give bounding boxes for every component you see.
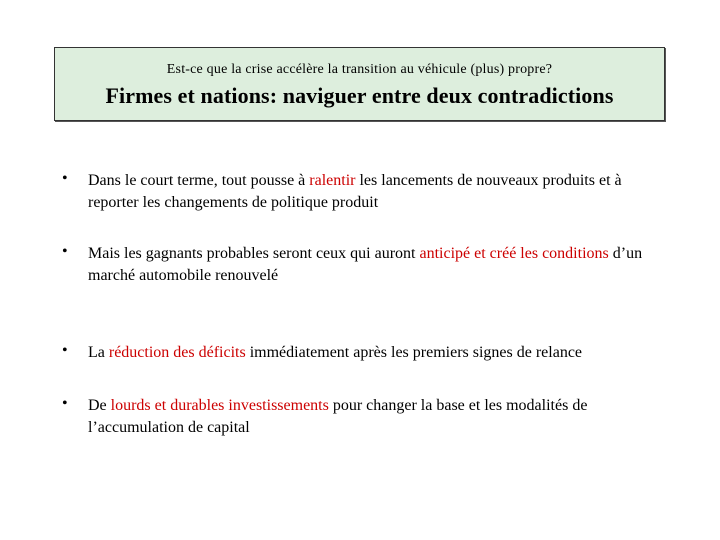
slide-subtitle: Est-ce que la crise accélère la transition au véhicule (plus) propre? (166, 62, 553, 77)
bullet-text-before: De (88, 397, 111, 414)
bullet-item-3 (88, 342, 668, 364)
slide-title: Firmes et nations: naviguer entre deux contradictions (105, 83, 614, 108)
bullet-highlight: anticipé et créé les conditions (419, 245, 609, 262)
bullet-text-before: Dans le court terme, tout pousse à (88, 172, 310, 189)
bullet-marker: • (62, 170, 68, 187)
bullet-item-1 (88, 170, 668, 214)
bullet-marker: • (62, 395, 68, 412)
bullet-marker: • (62, 342, 68, 359)
bullet-text-after: immédiatement après les premiers signes de relance (245, 344, 583, 361)
bullet-marker: • (62, 243, 68, 260)
bullet-item-2 (88, 243, 668, 287)
bullet-text-after: les lancements de nouveaux produits et à reporter les changements de politique produit (88, 172, 622, 211)
bullet-highlight: réduction des déficits (108, 344, 246, 361)
bullet-text-before: Mais les gagnants probables seront ceux qui auront (88, 245, 420, 262)
bullet-highlight: lourds et durables investissements (110, 397, 329, 414)
bullet-text-before: La (88, 344, 109, 361)
bullet-item-4 (88, 395, 668, 439)
title-box (54, 47, 665, 121)
bullet-text-after: pour changer la base et les modalités de l’accumulation de capital (88, 397, 588, 436)
bullet-highlight: ralentir (309, 172, 356, 189)
bullet-text-after: d’un marché automobile renouvelé (88, 245, 643, 284)
